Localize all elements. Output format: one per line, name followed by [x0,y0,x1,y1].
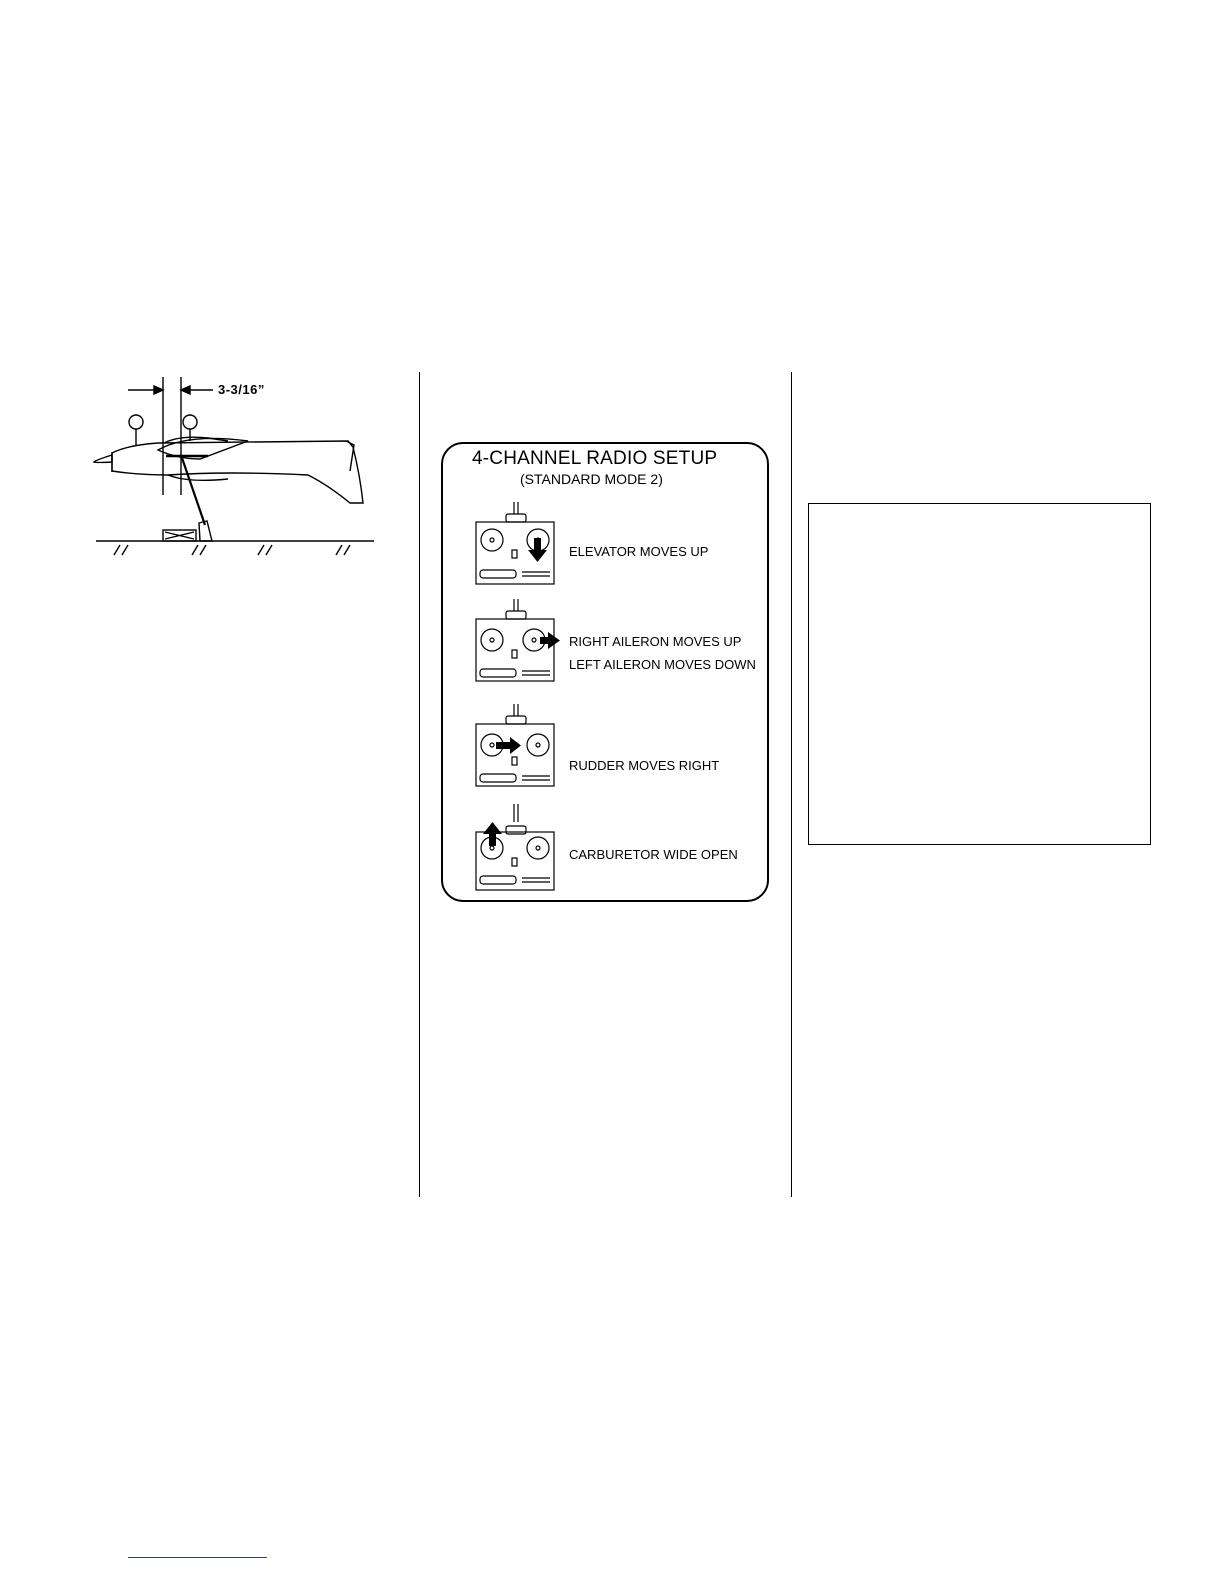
arrow-right-icon [496,737,521,754]
transmitter-icon [474,597,560,687]
step-2-label-line-2: LEFT AILERON MOVES DOWN [569,657,756,672]
arrow-up-icon [483,822,502,846]
radio-setup-subtitle: (STANDARD MODE 2) [520,471,663,487]
column-divider-right [791,372,792,1197]
dimension-label: 3-3/16” [218,382,265,397]
reference-circle-right [183,415,197,429]
note-box [808,503,1151,845]
step-4-label: CARBURETOR WIDE OPEN [569,847,738,862]
balance-point-diagram [88,375,388,565]
tail-fin [346,441,354,471]
transmitter-icon [474,702,560,792]
fuselage [112,441,363,503]
step-2-label-line-1: RIGHT AILERON MOVES UP [569,634,742,649]
radio-setup-title: 4-CHANNEL RADIO SETUP [472,448,718,469]
balance-stick [181,455,205,525]
reference-circle-left [129,415,143,429]
footnote-rule [128,1557,267,1558]
arrow-down-icon [528,538,547,562]
step-1-label: ELEVATOR MOVES UP [569,544,709,559]
transmitter-icon [474,802,560,892]
column-divider-left [419,372,420,1197]
spinner [94,455,112,463]
transmitter-icon [474,500,560,590]
step-3-label: RUDDER MOVES RIGHT [569,758,720,773]
